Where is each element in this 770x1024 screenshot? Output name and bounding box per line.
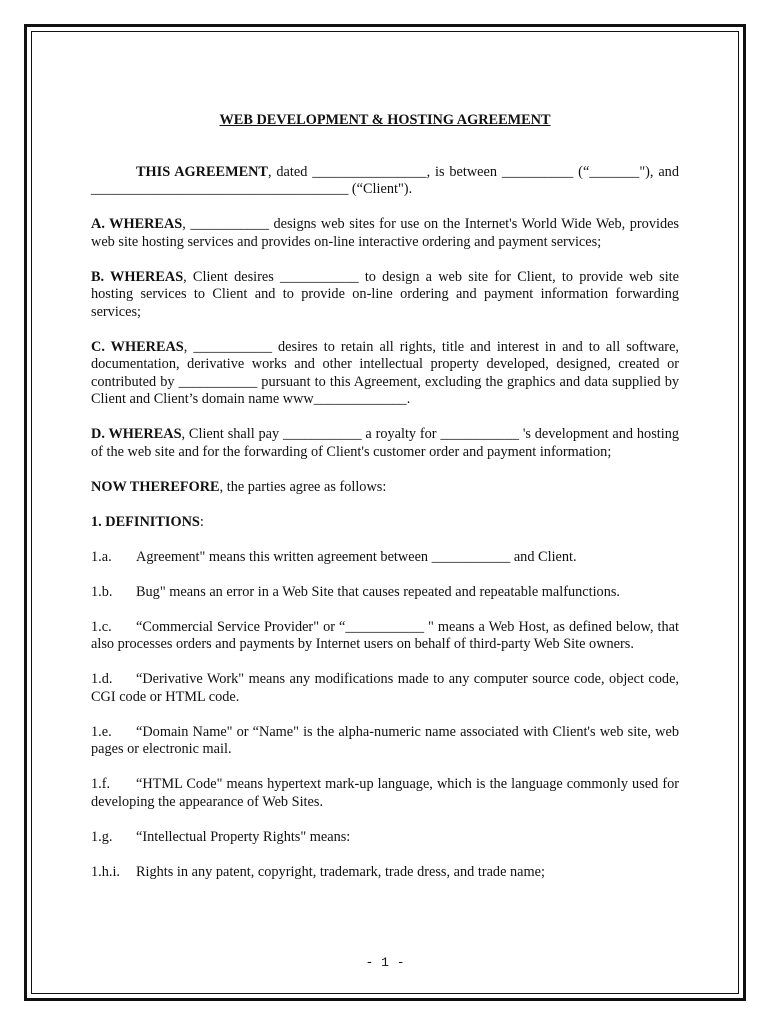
section-heading-text: 1. DEFINITIONS <box>91 513 200 530</box>
definition-item <box>91 549 679 567</box>
definition-number: 1.d. <box>91 671 113 687</box>
now-therefore-text: , the parties agree as follows: <box>219 478 387 495</box>
recital-a <box>91 216 679 251</box>
recital-text: , ___________ designs web sites for use on the Internet's World Wide Web, provides web site hosting services and provides on-line interactive ordering and payment services; <box>91 216 679 250</box>
definition-text: “Commercial Service Provider" or “___________ " means a Web Host, as defined below, that also processes orders and payments by Internet users on behalf of third-party Web Site owners. <box>91 618 679 652</box>
recital-c <box>91 339 679 409</box>
definition-number: 1.c. <box>91 618 112 635</box>
definition-item <box>91 724 679 759</box>
definition-number: 1.e. <box>91 723 112 740</box>
intro-lead: THIS AGREEMENT <box>136 163 268 180</box>
definition-text: “Intellectual Property Rights" means: <box>136 828 351 845</box>
definition-number: 1.a. <box>91 548 112 565</box>
definition-text: “Domain Name" or “Name" is the alpha-numeric name associated with Client's web site, web pages or electronic mail. <box>91 723 679 757</box>
definition-item <box>91 864 679 882</box>
definition-text: “Derivative Work" means any modifications made to any computer source code, object code, CGI code or HTML code. <box>91 671 679 705</box>
definition-item <box>91 829 679 847</box>
page-number: - 1 - <box>365 955 405 970</box>
section-heading-colon: : <box>199 513 204 530</box>
document-body <box>91 112 679 899</box>
definition-item <box>91 584 679 602</box>
definition-item <box>91 776 679 811</box>
document-title: WEB DEVELOPMENT & HOSTING AGREEMENT <box>219 112 551 128</box>
definition-text: Rights in any patent, copyright, trademark, trade dress, and trade name; <box>136 863 545 880</box>
definition-item <box>91 619 679 654</box>
definition-text: Bug" means an error in a Web Site that causes repeated and repeatable malfunctions. <box>136 583 620 600</box>
definition-number: 1.h.i. <box>91 863 120 880</box>
definition-number: 1.b. <box>91 583 113 600</box>
recital-label: B. WHEREAS <box>91 268 184 285</box>
definition-number: 1.g. <box>91 828 113 845</box>
recital-text: , Client shall pay ___________ a royalty for ___________ 's development and hosting of the web site and for the forwarding of Client's customer order and payment information; <box>91 426 679 460</box>
definition-text: “HTML Code" means hypertext mark-up language, which is the language commonly used for developing the appearance of Web Sites. <box>91 776 679 810</box>
now-therefore-lead: NOW THEREFORE <box>91 478 220 495</box>
definition-text: Agreement" means this written agreement between ___________ and Client. <box>136 548 577 565</box>
definition-number: 1.f. <box>91 776 111 792</box>
intro-paragraph <box>91 164 679 199</box>
recital-d <box>91 426 679 461</box>
recital-label: A. WHEREAS <box>91 216 183 232</box>
intro-text: , dated ________________, is between __________ (“_______"), and ____________________________________ (“Client"). <box>91 163 679 197</box>
recital-text: , Client desires ___________ to design a web site for Client, to provide web site hosting services to Client and to provide on-line ordering and payment information forwarding services; <box>91 268 679 320</box>
recital-b <box>91 269 679 322</box>
definition-item <box>91 671 679 706</box>
recital-label: C. WHEREAS <box>91 338 184 355</box>
now-therefore-paragraph <box>91 479 679 497</box>
recital-text: , ___________ desires to retain all rights, title and interest in and to all software, documentation, derivative works and other intellectual property developed, designed, created or contributed by ___________ pursuant to this Agreement, excluding the graphics and data supplied by Client and Client’s domain name www_____________. <box>91 338 679 407</box>
recital-label: D. WHEREAS <box>91 426 182 442</box>
section-heading <box>91 514 679 532</box>
